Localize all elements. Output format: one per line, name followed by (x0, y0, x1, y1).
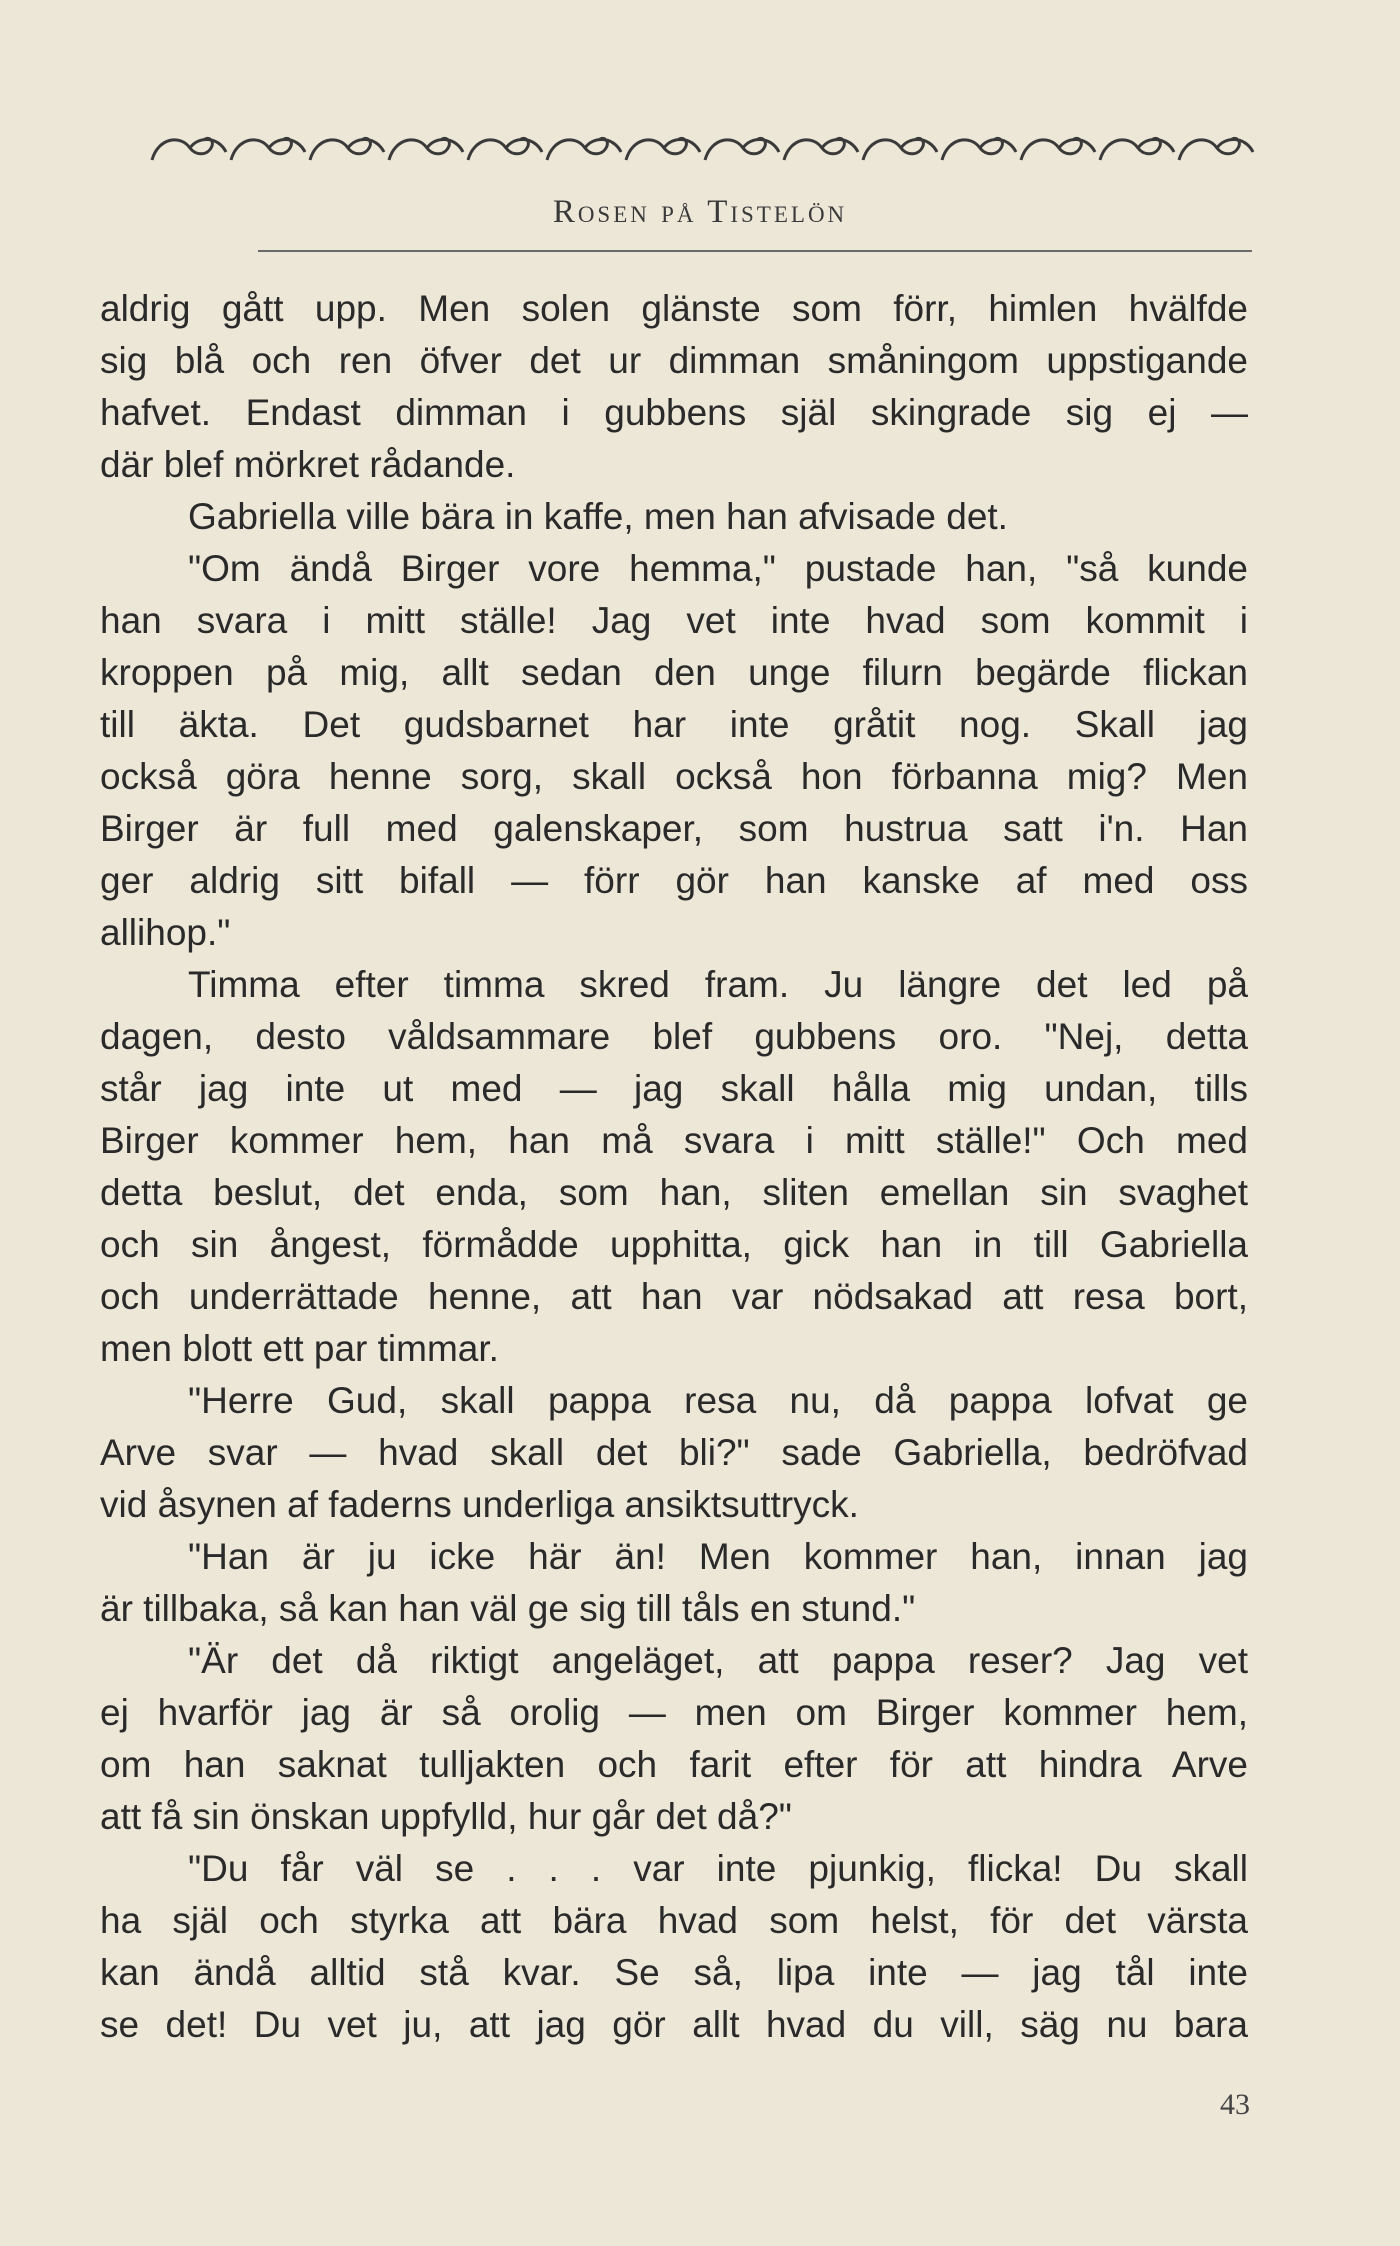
text-line: aldrig gått upp. Men solen glänste som förr, himlen hvälfde (100, 288, 1248, 329)
text-line: om han saknat tulljakten och farit efter för att hindra Arve (100, 1744, 1248, 1785)
text-line: till äkta. Det gudsbarnet har inte gråtit nog. Skall jag (100, 704, 1248, 745)
text-line: "Han är ju icke här än! Men kommer han, innan jag (188, 1536, 1248, 1577)
text-line: att få sin önskan uppfylld, hur går det då?" (100, 1796, 792, 1837)
text-line: "Om ändå Birger vore hemma," pustade han, "så kunde (188, 548, 1248, 589)
text-line: ej hvarför jag är så orolig — men om Birger kommer hem, (100, 1692, 1248, 1733)
text-line: detta beslut, det enda, som han, sliten emellan sin svaghet (100, 1172, 1248, 1213)
text-line: också göra henne sorg, skall också hon förbanna mig? Men (100, 756, 1248, 797)
text-line: Gabriella ville bära in kaffe, men han afvisade det. (188, 496, 1008, 537)
wave-scroll-ornament-icon (150, 130, 1256, 170)
text-line: vid åsynen af faderns underliga ansiktsuttryck. (100, 1484, 859, 1525)
text-line: Birger är full med galenskaper, som hustrua satt i'n. Han (100, 808, 1248, 849)
text-line: allihop." (100, 912, 231, 953)
text-line: kroppen på mig, allt sedan den unge filurn begärde flickan (100, 652, 1248, 693)
text-line: "Herre Gud, skall pappa resa nu, då pappa lofvat ge (188, 1380, 1248, 1421)
text-line: se det! Du vet ju, att jag gör allt hvad du vill, säg nu bara (100, 2004, 1248, 2045)
text-line: Arve svar — hvad skall det bli?" sade Gabriella, bedröfvad (100, 1432, 1248, 1473)
running-head: Rosen på Tistelön (552, 194, 848, 230)
text-line: kan ändå alltid stå kvar. Se så, lipa inte — jag tål inte (100, 1952, 1248, 1993)
text-line: men blott ett par timmar. (100, 1328, 499, 1369)
page-number: 43 (1220, 2088, 1250, 2121)
header-rule (258, 250, 1252, 252)
text-line: sig blå och ren öfver det ur dimman småningom uppstigande (100, 340, 1248, 381)
text-line: där blef mörkret rådande. (100, 444, 516, 485)
text-line: dagen, desto våldsammare blef gubbens oro. "Nej, detta (100, 1016, 1248, 1057)
text-line: Birger kommer hem, han må svara i mitt ställe!" Och med (100, 1120, 1248, 1161)
text-line: Timma efter timma skred fram. Ju längre det led på (188, 964, 1248, 1005)
body-text (100, 283, 1248, 2051)
text-line: "Är det då riktigt angeläget, att pappa reser? Jag vet (188, 1640, 1248, 1681)
text-line: och underrättade henne, att han var nödsakad att resa bort, (100, 1276, 1248, 1317)
text-line: hafvet. Endast dimman i gubbens själ skingrade sig ej — (100, 392, 1248, 433)
text-line: "Du får väl se . . . var inte pjunkig, flicka! Du skall (188, 1848, 1248, 1889)
text-line: ger aldrig sitt bifall — förr gör han kanske af med oss (100, 860, 1248, 901)
text-line: är tillbaka, så kan han väl ge sig till tåls en stund." (100, 1588, 916, 1629)
text-line: står jag inte ut med — jag skall hålla mig undan, tills (100, 1068, 1248, 1109)
text-line: och sin ångest, förmådde upphitta, gick han in till Gabriella (100, 1224, 1248, 1265)
text-line: ha själ och styrka att bära hvad som helst, för det värsta (100, 1900, 1248, 1941)
text-line: han svara i mitt ställe! Jag vet inte hvad som kommit i (100, 600, 1248, 641)
